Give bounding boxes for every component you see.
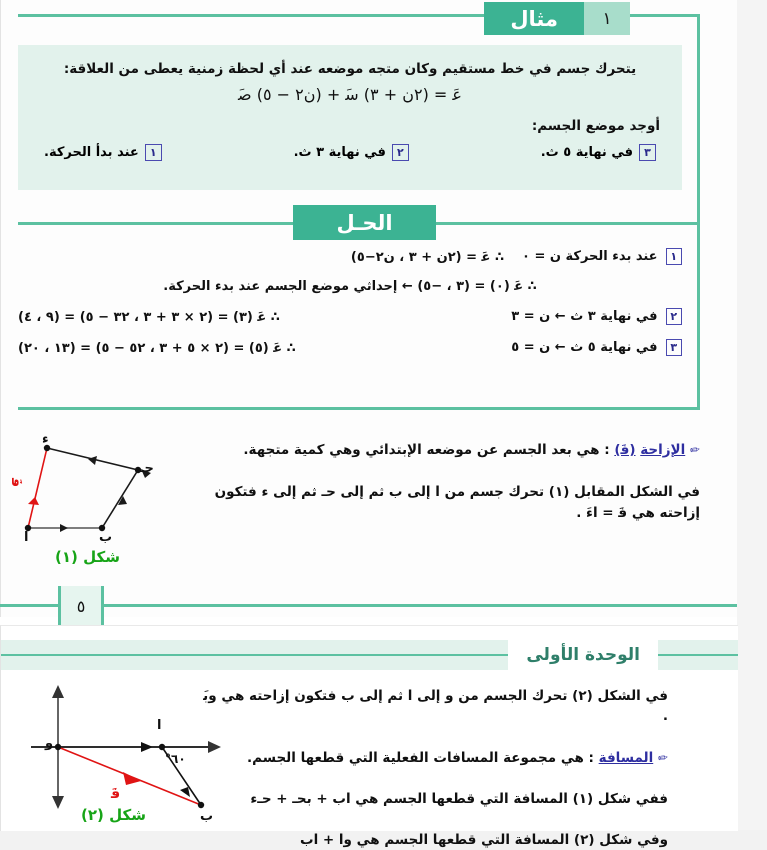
solution-step-number-1: ١: [666, 248, 682, 265]
solution-step-text-3: في نهاية ٥ ث ← ن = ٥: [511, 339, 658, 355]
arrowhead-axis-up: [52, 685, 64, 698]
figure2-caption: شكل (٢): [81, 806, 146, 824]
distance-example1-lead: ففي شكل: [597, 790, 668, 807]
distance-keyword: المسافة: [598, 749, 654, 766]
question-item-2: [294, 144, 409, 161]
page-band-rule-right: [104, 604, 737, 607]
bottom-text-block: [198, 686, 669, 848]
example-statement-text: يتحرك جسم في خط مستقيم وكان متجه موضعه عند أي لحظة زمنية يعطى من العلاقة:: [63, 61, 637, 77]
arrowhead-mid-right: [141, 742, 153, 752]
figure1-vertex-label-b: ب: [99, 530, 113, 545]
figure2-point-b-label: ب: [200, 809, 214, 824]
example-number: ١: [584, 2, 630, 35]
example-question-list: [40, 144, 660, 161]
question-item-1: [44, 144, 162, 161]
displacement-vector-segment: [28, 448, 47, 528]
question-number-2: ٢: [392, 144, 409, 161]
displacement-definition-line: [200, 440, 700, 460]
point-b-fig2: [198, 802, 204, 808]
displacement-arrowhead-fig2: [123, 772, 141, 785]
page-number: ٥: [58, 586, 104, 626]
displacement-definition-text: : هي بعد الجسم عن موضعه الإبتدائي وهي كمية متجهة.: [243, 442, 610, 458]
figure2-reference-text: (٢) تحرك الجسم من و إلى ا ثم إلى ب فتكون إزاحته هي وب‍َ .: [203, 688, 668, 725]
solution-title: الحـل: [293, 205, 436, 240]
figure2-origin-label: و: [45, 736, 54, 751]
arrowhead-a-b-fig2: [180, 787, 190, 797]
solution-step-calc-2: ∴ ع‍َ (٣) = (٢ × ٣ + ٣ ، ٣٢ − ٥) = (٩ ، ٤): [18, 309, 280, 325]
distance-example2-text: (٢) المسافة التي قطعها الجسم هي وا + اب: [300, 832, 595, 848]
example-question-title: أوجد موضع الجسم:: [531, 118, 660, 135]
figure2-vector-label: ف‍َ: [111, 786, 121, 802]
solution-step-calc-3: ∴ ع‍َ (٥) = (٢ × ٥ + ٣ ، ٥٢ − ٥) = (١٣ ، ٢٠): [18, 340, 296, 356]
figure1-vertex-label-y: ء: [42, 432, 49, 447]
solution-step-2: [18, 308, 682, 327]
figure2-angle-label: ٦٠°: [165, 752, 186, 766]
distance-definition-text: : هي مجموعة المسافات الفعلية التي قطعها الجسم.: [247, 749, 594, 766]
figure1-reference-text: (١) تحرك جسم من ا إلى ب ثم إلى حـ ثم إلى ء فتكون إزاحته هي ف‍َ = اء‍َ .: [214, 484, 700, 521]
solution-step-3: [18, 339, 682, 358]
figure2-reference-line: [198, 686, 668, 727]
page-band-rule-left: [0, 604, 58, 607]
figure2-lead: في الشكل: [597, 688, 668, 704]
displacement-definition-block: [200, 440, 700, 545]
figure1-lead: في الشكل المقابل: [574, 484, 700, 501]
example-frame-bottom-rule: [18, 407, 700, 410]
question-item-3: [541, 144, 656, 161]
displacement-vector-arrowhead: [28, 497, 39, 505]
arrowhead-a-b: [60, 524, 68, 532]
question-number-1: ١: [145, 144, 162, 161]
distance-definition-line: [198, 748, 668, 768]
question-number-3: ٣: [639, 144, 656, 161]
solution-step-text-2: في نهاية ٣ ث ← ن = ٣: [511, 308, 658, 324]
pencil-icon-2: ✏: [657, 749, 669, 766]
page-sheet-bottom: [0, 625, 738, 848]
solution-step-number-3: ٣: [666, 339, 682, 356]
point-a-fig2: [159, 744, 165, 750]
example-title: مثال: [484, 2, 584, 35]
question-label-1: عند بدأ الحركة.: [44, 145, 139, 161]
figure2-point-a-label: ا: [157, 718, 162, 733]
solution-step-calc-1: ∴ ع‍َ = (٢ن + ٣ ، ن٢−٥): [350, 249, 505, 265]
page-gutter: [737, 0, 767, 830]
solution-body: [18, 248, 682, 370]
arrowhead-axis-down: [52, 796, 64, 809]
solution-step-note-1: ∴ ع‍َ (٠) = (٣ ، −٥) ← إحداثي موضع الجسم عند بدء الحركة.: [163, 278, 537, 294]
figure1-vertex-label-h: حـ: [140, 461, 154, 476]
distance-example2-line: [198, 830, 668, 848]
distance-example2-lead: وفي شكل: [599, 832, 668, 848]
arrowhead-axis-right: [208, 741, 221, 753]
origin-point: [55, 744, 61, 750]
figure1-vertex-label-a: ا: [24, 530, 29, 545]
solution-step-1: [18, 248, 682, 267]
unit-title: الوحدة الأولى: [508, 638, 658, 672]
segment-b-h: [102, 470, 138, 528]
displacement-keyword: الإزاحة: [640, 442, 686, 458]
figure1-reference-line: [200, 482, 700, 523]
arrowhead-h-y: [88, 456, 97, 465]
displacement-symbol: (ف‍َ): [614, 442, 636, 458]
distance-example1-text: (١) المسافة التي قطعها الجسم هي اب + بحـ + حـء: [250, 790, 594, 807]
question-label-3: في نهاية ٥ ث.: [540, 145, 633, 161]
example-statement-box: [18, 45, 682, 190]
example-header-tab: [484, 2, 630, 35]
example-equation: ع‍َ = (٢ن + ٣) س‍َ + (ن٢ − ٥) ص‍َ: [238, 85, 462, 105]
figure1-vector-label: ف‍َ: [8, 478, 24, 488]
pencil-icon: ✏: [689, 442, 701, 458]
distance-example1-line: [198, 789, 668, 809]
question-label-2: في نهاية ٣ ث.: [293, 145, 386, 161]
solution-step-text-1: عند بدء الحركة ن = ٠: [522, 249, 658, 264]
figure1-caption: شكل (١): [55, 548, 120, 566]
solution-step-number-2: ٢: [666, 308, 682, 325]
